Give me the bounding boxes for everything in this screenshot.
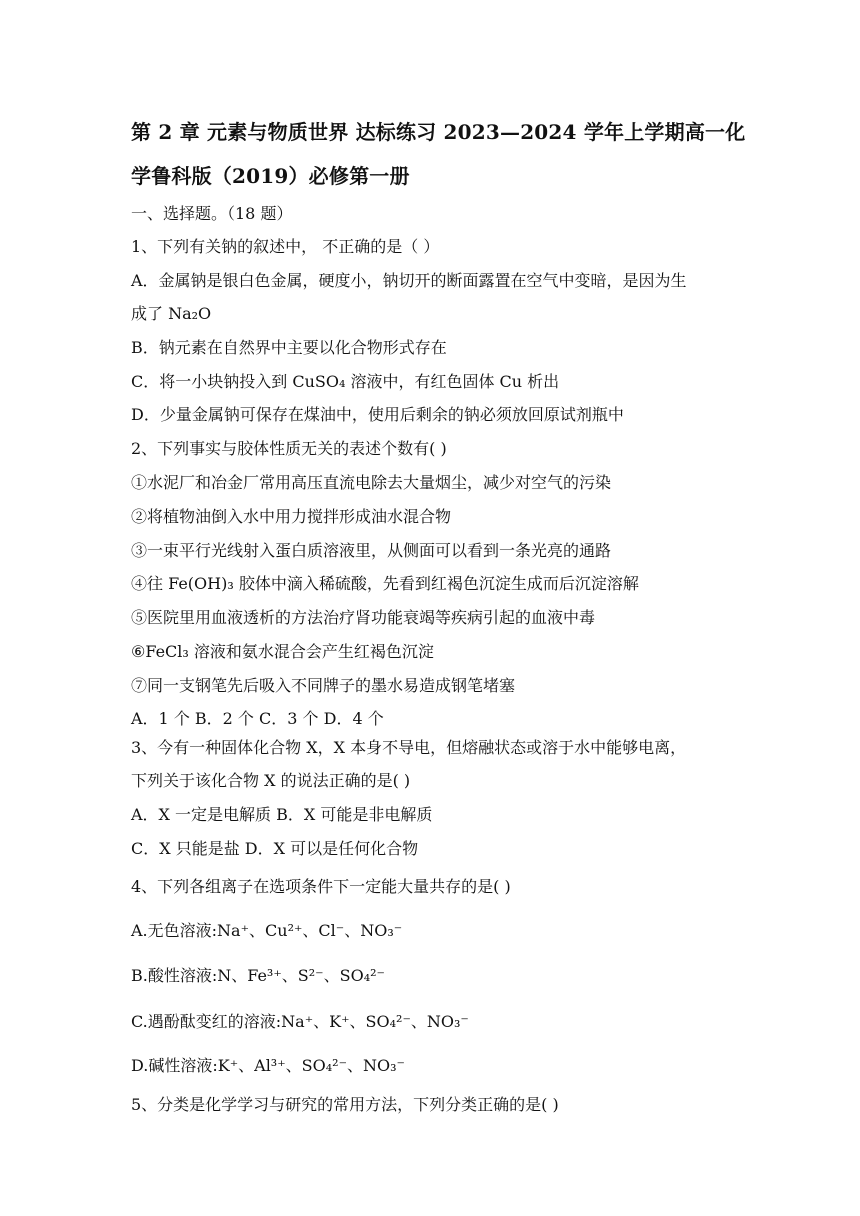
question-3-options-ab: A．X 一定是电解质 B．X 可能是非电解质 [131, 805, 433, 824]
question-3-options-cd: C．X 只能是盐 D．X 可以是任何化合物 [131, 839, 419, 858]
question-3-stem: 3、今有一种固体化合物 X，X 本身不导电，但熔融状态或溶于水中能够电离， [131, 738, 687, 757]
question-2-item-1: ①水泥厂和冶金厂常用高压直流电除去大量烟尘，减少对空气的污染 [131, 473, 612, 492]
question-1-option-b: B．钠元素在自然界中主要以化合物形式存在 [131, 338, 447, 357]
question-2-item-7: ⑦同一支钢笔先后吸入不同牌子的墨水易造成钢笔堵塞 [131, 676, 516, 695]
question-4-option-c: C.遇酚酞变红的溶液:Na⁺、K⁺、SO₄²⁻、NO₃⁻ [131, 1012, 469, 1031]
document-title-line-1: 第 2 章 元素与物质世界 达标练习 2023—2024 学年上学期高一化 [131, 120, 746, 144]
question-2-item-6: ⑥FeCl₃ 溶液和氨水混合会产生红褐色沉淀 [131, 642, 434, 661]
document-title-line-2: 学鲁科版（2019）必修第一册 [131, 164, 410, 188]
question-2-item-5: ⑤医院里用血液透析的方法治疗肾功能衰竭等疾病引起的血液中毒 [131, 608, 596, 627]
question-2-item-3: ③一束平行光线射入蛋白质溶液里，从侧面可以看到一条光亮的通路 [131, 541, 612, 560]
question-2-item-4: ④往 Fe(OH)₃ 胶体中滴入稀硫酸，先看到红褐色沉淀生成而后沉淀溶解 [131, 574, 639, 593]
section-heading: 一、选择题。（18 题） [131, 204, 293, 223]
question-1-option-a-cont: 成了 Na₂O [131, 304, 212, 323]
question-5-stem: 5、分类是化学学习与研究的常用方法，下列分类正确的是( ) [131, 1095, 559, 1114]
question-2-stem: 2、下列事实与胶体性质无关的表述个数有( ) [131, 439, 447, 458]
question-1-option-c: C．将一小块钠投入到 CuSO₄ 溶液中，有红色固体 Cu 析出 [131, 372, 560, 391]
question-2-options: A．1 个 B．2 个 C．3 个 D．4 个 [131, 709, 384, 728]
question-4-option-a: A.无色溶液:Na⁺、Cu²⁺、Cl⁻、NO₃⁻ [131, 921, 403, 940]
question-4-option-b: B.酸性溶液:N、Fe³⁺、S²⁻、SO₄²⁻ [131, 966, 385, 985]
question-3-stem-cont: 下列关于该化合物 X 的说法正确的是( ) [131, 771, 411, 790]
question-1-option-d: D．少量金属钠可保存在煤油中，使用后剩余的钠必须放回原试剂瓶中 [131, 405, 624, 424]
question-4-option-d: D.碱性溶液:K⁺、Al³⁺、SO₄²⁻、NO₃⁻ [131, 1056, 405, 1075]
question-1-option-a: A．金属钠是银白色金属，硬度小，钠切开的断面露置在空气中变暗，是因为生 [131, 271, 687, 290]
question-4-stem: 4、下列各组离子在选项条件下一定能大量共存的是( ) [131, 877, 511, 896]
question-2-item-2: ②将植物油倒入水中用力搅拌形成油水混合物 [131, 507, 452, 526]
question-1-stem: 1、下列有关钠的叙述中， 不正确的是（ ） [131, 237, 440, 256]
